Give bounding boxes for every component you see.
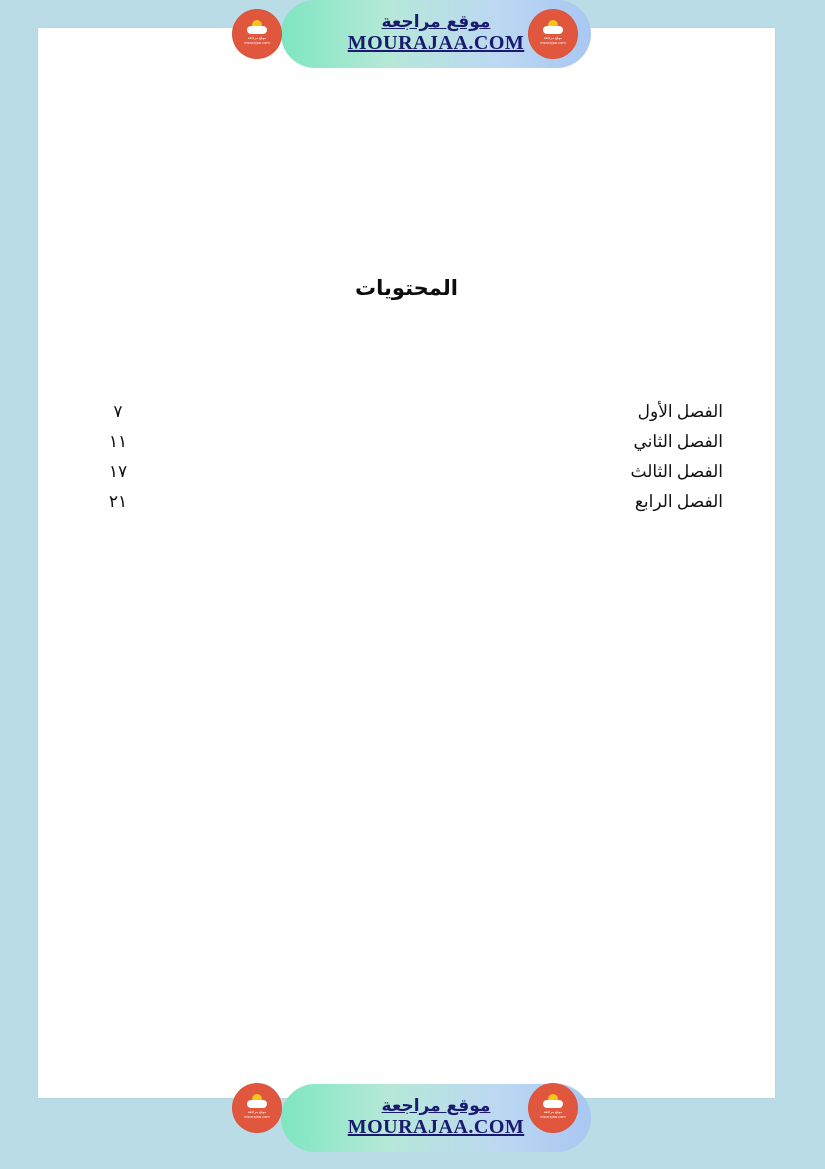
toc-entry-label: الفصل الثاني [633, 432, 723, 451]
table-of-contents [98, 402, 723, 522]
site-logo-icon[interactable] [232, 9, 282, 59]
site-logo-icon[interactable] [528, 1083, 578, 1133]
watermark-arabic-label: موقع مراجعة [381, 12, 491, 33]
sun-cloud-icon [246, 1094, 268, 1108]
logo-caption: موقع مراجعة mourajaa.com [540, 36, 566, 45]
watermark-site-url: MOURAJAA.COM [347, 1116, 525, 1139]
sun-cloud-icon [542, 1094, 564, 1108]
sun-cloud-icon [542, 20, 564, 34]
toc-entry-label: الفصل الأول [637, 402, 723, 421]
toc-entry-page: ١٧ [108, 462, 128, 481]
toc-entry-page: ١١ [108, 432, 128, 451]
site-logo-icon[interactable] [528, 9, 578, 59]
watermark-text [348, 13, 525, 54]
site-logo-icon[interactable] [232, 1083, 282, 1133]
toc-entry-label: الفصل الثالث [630, 462, 723, 481]
toc-entry-label: الفصل الرابع [634, 492, 723, 511]
document-page [38, 28, 775, 1098]
toc-entry[interactable] [98, 462, 723, 492]
logo-caption: موقع مراجعة mourajaa.com [540, 1110, 566, 1119]
page-title: المحتويات [355, 276, 458, 300]
watermark-arabic-label: موقع مراجعة [381, 1096, 491, 1117]
toc-entry-page: ٧ [113, 402, 123, 421]
watermark-site-url: MOURAJAA.COM [347, 32, 525, 55]
watermark-text [348, 1097, 525, 1138]
sun-cloud-icon [246, 20, 268, 34]
toc-entry[interactable] [98, 492, 723, 522]
logo-caption: موقع مراجعة mourajaa.com [244, 36, 270, 45]
toc-entry-page: ٢١ [108, 492, 128, 511]
logo-caption: موقع مراجعة mourajaa.com [244, 1110, 270, 1119]
toc-entry[interactable] [98, 432, 723, 462]
toc-entry[interactable] [98, 402, 723, 432]
